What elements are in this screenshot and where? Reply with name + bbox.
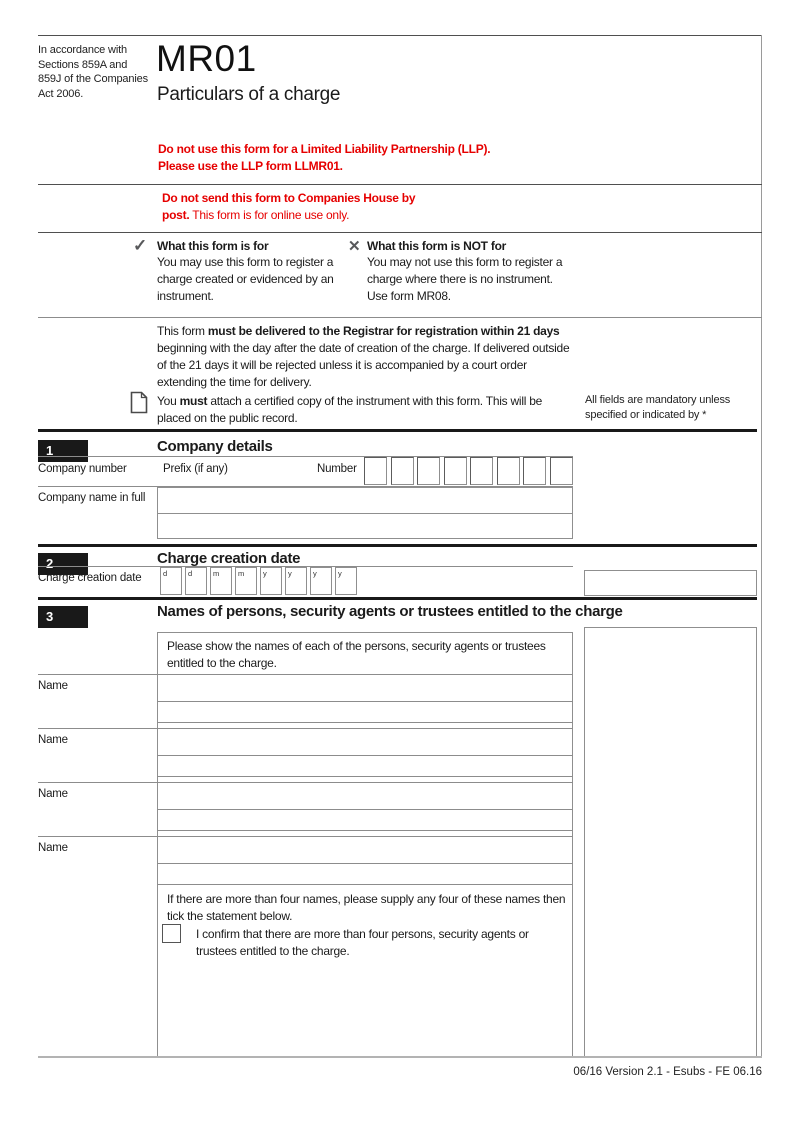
date-letter: y <box>288 569 292 578</box>
llp-warning-line2: Please use the LLP form LLMR01. <box>158 159 343 174</box>
date-cell-year1[interactable] <box>260 567 282 595</box>
document-icon <box>130 391 148 414</box>
delivery-bold: must be delivered to the Registrar for registration within 21 days <box>207 324 560 338</box>
section3-intro: Please show the names of each of the persons, security agents or trustees entitled to the charge. <box>167 639 546 671</box>
attach-rest: attach a certified copy of the instrument with this form. This will be placed on the public record. <box>157 394 543 426</box>
name4-input-row-2[interactable] <box>157 864 573 885</box>
charge-date-cells <box>160 567 357 595</box>
section2-number: 2 <box>38 553 88 575</box>
number-label: Number <box>317 463 357 475</box>
for-title: What this form is for <box>157 239 269 253</box>
more-than-four-checkbox[interactable] <box>162 924 181 943</box>
not-for-body: You may not use this form to register a charge where there is no instrument. Use form MR08. <box>367 255 563 304</box>
company-number-cell-3[interactable] <box>417 457 440 485</box>
company-number-cell-5[interactable] <box>470 457 493 485</box>
section2-title: Charge creation date <box>157 550 301 567</box>
post-warning-bold: Do not send this form to Companies House by post. <box>162 191 416 223</box>
date-cell-month1[interactable] <box>210 567 232 595</box>
name-label: Name <box>38 788 68 800</box>
name3-input-row-1[interactable] <box>157 783 573 810</box>
delivery-rest: beginning with the day after the date of creation of the charge. If delivered outside of the 21 days it will be rejected unless it is accompanied by a court order extending the time for delivery. <box>157 341 570 390</box>
name-label: Name <box>38 842 68 854</box>
name1-input-row-2[interactable] <box>157 702 573 723</box>
company-name-label: Company name in full <box>38 492 146 504</box>
name-group-4 <box>38 836 573 889</box>
date-cell-year4[interactable] <box>335 567 357 595</box>
attach-note <box>157 393 569 427</box>
company-number-cell-2[interactable] <box>391 457 414 485</box>
divider-1 <box>38 184 762 185</box>
bottom-rule <box>38 1056 762 1058</box>
attach-bold: must <box>179 394 208 408</box>
delivery-pre: This form <box>157 324 208 338</box>
cross-icon: ✕ <box>348 238 361 255</box>
llp-warning <box>158 141 588 175</box>
section1-number: 1 <box>38 440 88 462</box>
company-name-input-row-2[interactable] <box>158 514 572 539</box>
section2-side-box <box>584 570 757 596</box>
more-names-divider <box>158 884 573 885</box>
name-group-2 <box>38 728 573 781</box>
company-number-cell-8[interactable] <box>550 457 573 485</box>
divider-3 <box>38 317 762 318</box>
name-label: Name <box>38 680 68 692</box>
company-name-field <box>157 487 573 539</box>
date-letter: y <box>263 569 267 578</box>
date-letter: y <box>338 569 342 578</box>
name2-input-row-2[interactable] <box>157 756 573 777</box>
name1-input-row-1[interactable] <box>157 675 573 702</box>
name-group-1 <box>38 674 573 727</box>
name3-input-row-2[interactable] <box>157 810 573 831</box>
charge-date-label: Charge creation date <box>38 572 142 584</box>
company-number-cell-1[interactable] <box>364 457 387 485</box>
divider-2 <box>38 232 762 233</box>
company-name-input-row-1[interactable] <box>158 488 572 514</box>
date-letter: m <box>213 569 220 578</box>
company-number-cells <box>364 457 573 485</box>
date-cell-day2[interactable] <box>185 567 207 595</box>
confirm-statement: I confirm that there are more than four persons, security agents or trustees entitled to the charge. <box>196 927 529 959</box>
date-cell-year2[interactable] <box>285 567 307 595</box>
top-rule <box>38 35 762 36</box>
for-body: You may use this form to register a charge created or evidenced by an instrument. <box>157 255 334 304</box>
date-cell-month2[interactable] <box>235 567 257 595</box>
compliance-note: In accordance with Sections 859A and 859J of the Companies Act 2006. <box>38 44 148 100</box>
date-letter: y <box>313 569 317 578</box>
post-warning-rest: This form is for online use only. <box>189 208 350 223</box>
company-number-label: Company number <box>38 463 127 475</box>
section3-rule <box>38 597 757 600</box>
section2-rule <box>38 544 757 547</box>
name-group-3 <box>38 782 573 835</box>
attach-pre: You <box>157 394 180 408</box>
date-letter: d <box>163 569 168 578</box>
form-code: MR01 <box>156 38 257 79</box>
more-names-note: If there are more than four names, please supply any four of these names then tick the statement below. <box>167 892 566 924</box>
date-letter: m <box>238 569 245 578</box>
footer-version: 06/16 Version 2.1 - Esubs - FE 06.16 <box>573 1066 762 1078</box>
section3-number: 3 <box>38 606 88 628</box>
check-icon: ✓ <box>133 236 148 255</box>
section1-rule <box>38 429 757 432</box>
delivery-note <box>157 323 573 391</box>
name4-input-row-1[interactable] <box>157 837 573 864</box>
form-title: Particulars of a charge <box>157 84 341 105</box>
section1-title: Company details <box>157 438 273 455</box>
section3-title: Names of persons, security agents or trustees entitled to the charge <box>157 603 623 620</box>
company-number-cell-7[interactable] <box>523 457 546 485</box>
name2-input-row-1[interactable] <box>157 729 573 756</box>
llp-warning-line1: Do not use this form for a Limited Liability Partnership (LLP). <box>158 142 491 156</box>
company-number-cell-4[interactable] <box>444 457 467 485</box>
date-cell-day1[interactable] <box>160 567 182 595</box>
company-number-cell-6[interactable] <box>497 457 520 485</box>
mandatory-fields-note: All fields are mandatory unless specified or indicated by * <box>585 394 731 421</box>
section3-side-box <box>584 627 757 1057</box>
date-letter: d <box>188 569 193 578</box>
post-warning <box>162 190 430 224</box>
date-cell-year3[interactable] <box>310 567 332 595</box>
name-label: Name <box>38 734 68 746</box>
not-for-title: What this form is NOT for <box>367 239 507 253</box>
prefix-label: Prefix (if any) <box>163 463 228 475</box>
page-right-border <box>761 35 762 1057</box>
